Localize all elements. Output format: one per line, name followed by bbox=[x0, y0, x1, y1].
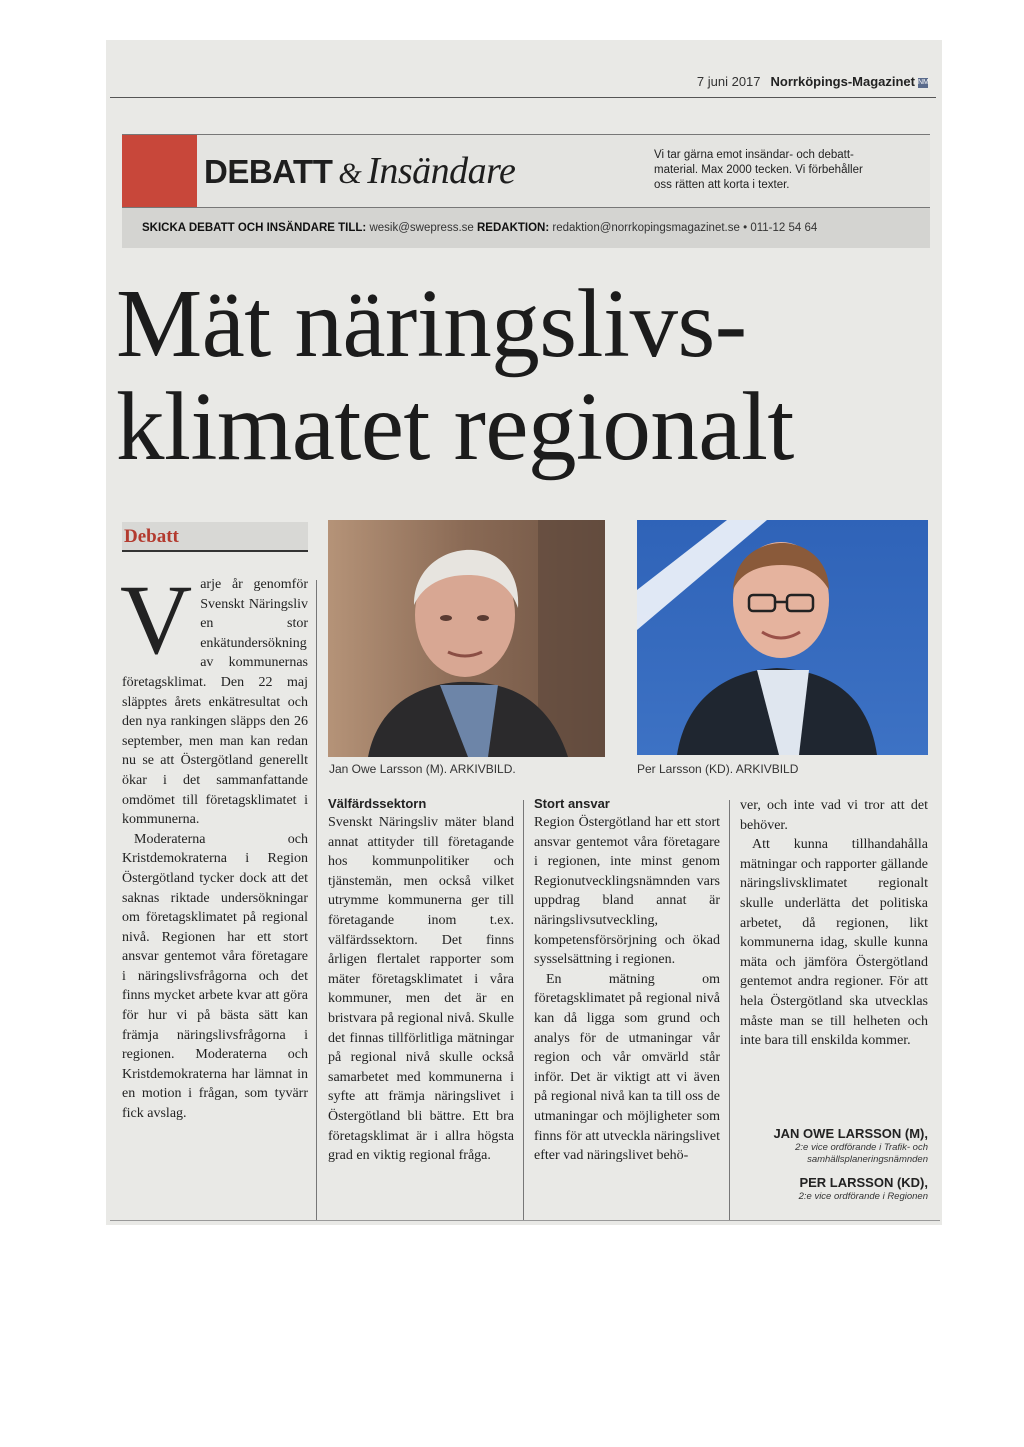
paragraph: Moderaterna och Kristdemokraterna i Region Östergötland tycker dock att det saknas riktade undersökningar om företagsklimatet på regional nivå. Regionen har ett stort ansvar gentemot våra företagare i näringslivsfrågorna och det finns mycket arbete kvar att göra för hur vi på bästa sätt kan främja näringslivsfrågorna i regionen. Moderaterna och Kristdemokraterna har lämnat in en motion i frågan, som tyvärr fick avslag. bbox=[122, 831, 308, 1122]
paragraph: Svenskt Näringsliv mäter bland annat attityder till företagande hos kommunpolitiker och tjänstemän, men också vilket utrymme kommunerna ger till företagande inom t.ex. välfärdssektorn. Det finns årligen flertalet rapporter som mäter företagsklimatet i våra kommuner, men det är en bristvara på regional nivå. Skulle det finnas tillförlitliga mätningar på regional nivå skulle också samarbetet med kommunerna i syfte att främja näringslivet i Östergötland bli bättre. Ett bra företagsklimat är i allra högsta grad en viktig regional fråga. bbox=[328, 815, 514, 1164]
publication-date: 7 juni 2017 bbox=[696, 74, 761, 89]
signature-role: 2:e vice ordförande i Trafik- och bbox=[795, 1142, 928, 1153]
article-column-3 bbox=[534, 794, 720, 1166]
section-label: Debatt bbox=[122, 522, 308, 552]
publication-logo-icon: NM bbox=[918, 78, 929, 86]
signature-per-larsson bbox=[799, 1174, 928, 1203]
article-column-4 bbox=[740, 796, 928, 1051]
banner-title-insandare: Insändare bbox=[367, 150, 516, 192]
header-rule bbox=[110, 97, 936, 98]
photo-caption-right: Per Larsson (KD). ARKIVBILD bbox=[637, 762, 799, 776]
contact-label-editorial: REDAKTION: bbox=[477, 222, 550, 234]
drop-cap: V bbox=[120, 564, 193, 675]
banner-title-ampersand: & bbox=[338, 157, 362, 190]
dateline bbox=[697, 74, 928, 89]
signature-name: PER LARSSON (KD), bbox=[799, 1175, 928, 1190]
contact-separator: • bbox=[743, 222, 748, 234]
banner-accent-block bbox=[122, 135, 197, 207]
signature-name: JAN OWE LARSSON (M), bbox=[773, 1126, 928, 1141]
headline-line-2: klimatet regionalt bbox=[116, 373, 794, 480]
signature-role: 2:e vice ordförande i Regionen bbox=[798, 1191, 928, 1202]
contact-editorial-email[interactable]: redaktion@norrkopingsmagazinet.se bbox=[552, 222, 740, 234]
banner-title-debatt: DEBATT bbox=[204, 153, 333, 190]
paragraph: Att kunna tillhandahålla mätningar och rapporter gällande näringslivsklimatet regionalt skulle underlätta det politiska arbetet, då regionen, likt kommunerna idag, skulle kunna mäta och jämföra Östergötland gentemot andra regioner. För att hela Östergötland ska utvecklas måste man se till helheten och inte bara till enskilda kommer. bbox=[740, 837, 928, 1049]
subheading-valfardssektorn: Välfärdssektorn bbox=[328, 796, 427, 811]
portrait-image-right bbox=[637, 520, 928, 755]
paragraph: ver, och inte vad vi tror att det behöver. bbox=[740, 798, 928, 833]
contact-bar bbox=[122, 208, 930, 248]
portrait-image-left bbox=[328, 520, 605, 757]
column-divider bbox=[729, 800, 730, 1220]
column-divider bbox=[316, 580, 317, 1220]
contact-label-submit: SKICKA DEBATT OCH INSÄNDARE TILL: bbox=[142, 222, 367, 234]
banner-note-line: oss rätten att korta i texter. bbox=[654, 179, 790, 191]
article-column-1 bbox=[120, 564, 308, 1124]
headline-line-1: Mät näringslivs- bbox=[116, 270, 747, 377]
subheading-stort-ansvar: Stort ansvar bbox=[534, 796, 610, 811]
photo-caption-left: Jan Owe Larsson (M). ARKIVBILD. bbox=[329, 762, 516, 776]
paragraph: Region Östergötland har ett stort ansvar gentemot våra företagare i regionen, inte minst genom Regionutvecklingsnämnden vars uppdrag bland annat är näringslivsutveckling, kompetensförsörjning och ökad sysselsättning i regionen. bbox=[534, 815, 720, 968]
paragraph: En mätning om företagsklimatet på regional nivå kan då ligga som grund och analys för de utmaningar vår region och vår omvärld står inför. Det är viktigt att vi även på regional nivå kan ta till oss de utmaningar och möjligheter som finns för att utveckla näringslivet efter vad näringslivet behö- bbox=[534, 971, 720, 1164]
publication-name: Norrköpings-Magazinet bbox=[770, 74, 915, 89]
banner-note-line: Vi tar gärna emot insändar- och debatt- bbox=[654, 149, 854, 161]
contact-email[interactable]: wesik@swepress.se bbox=[369, 222, 474, 234]
banner-note bbox=[654, 148, 924, 193]
column-divider bbox=[523, 800, 524, 1220]
paragraph: arje år genomför Svenskt Näringsliv en stor enkätundersökning av kommunernas företagsklimat. Den 22 maj släpptes årets enkätresultat och den nya rankingen släpps den 26 september, men man kan redan nu se att Östergötland generellt ökar i det sammanfattande omdömet till företagsklimatet i kommunerna. bbox=[122, 577, 308, 828]
photo-jan-owe-larsson bbox=[328, 520, 605, 757]
signature-jan-owe-larsson bbox=[773, 1125, 928, 1166]
section-banner bbox=[122, 134, 930, 208]
signature-role: samhällsplaneringsnämnden bbox=[807, 1154, 928, 1165]
contact-phone: 011-12 54 64 bbox=[750, 222, 818, 234]
photo-per-larsson bbox=[637, 520, 928, 755]
banner-title bbox=[204, 149, 515, 193]
article-headline bbox=[116, 272, 936, 478]
bottom-rule bbox=[110, 1220, 940, 1221]
article-column-2 bbox=[328, 794, 514, 1166]
banner-note-line: material. Max 2000 tecken. Vi förbehåller bbox=[654, 164, 863, 176]
